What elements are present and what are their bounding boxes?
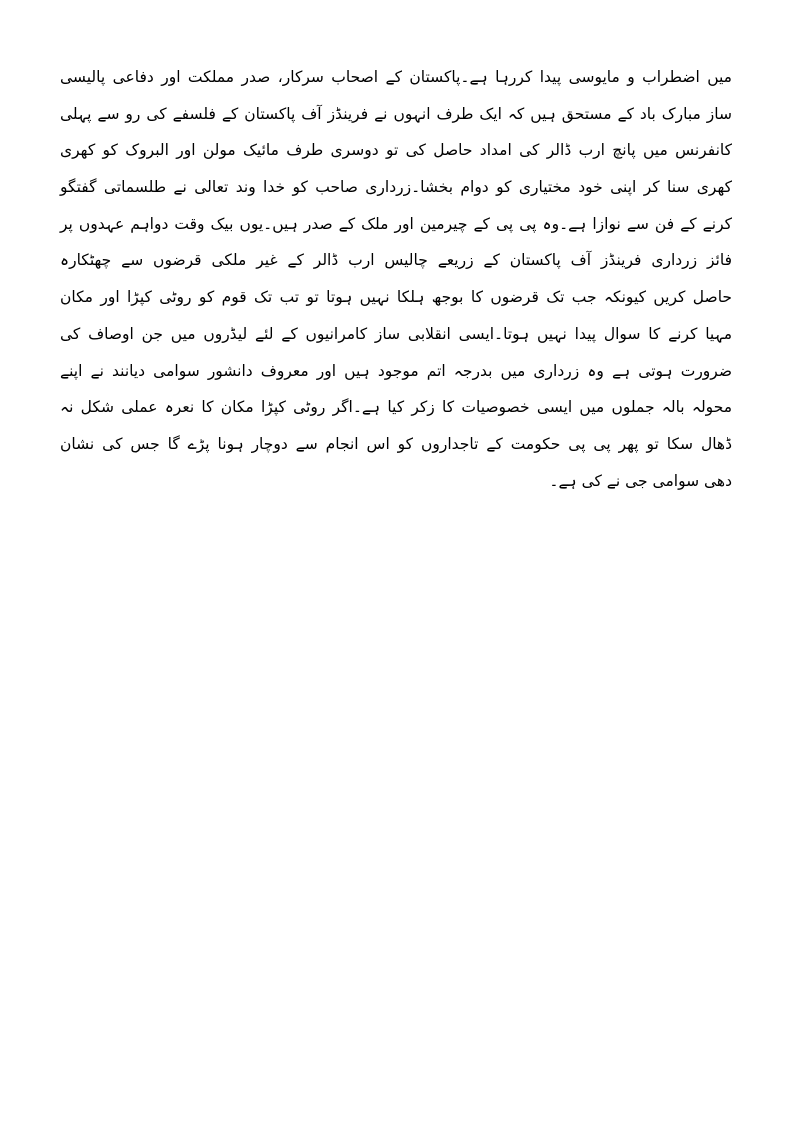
paragraph-line: ساز مبارک باد کے مستحق ہیں کہ ایک طرف انہوں نے فرینڈز آف پاکستان کے فلسفے کی رو سے پہلی [60,104,732,123]
paragraph-line: مہیا کرنے کا سوال پیدا نہیں ہوتا۔ایسی انقلابی ساز کامرانیوں کے لئے لیڈروں میں جن اوصاف کی [60,324,732,343]
paragraph-line: کرنے کے فن سے نوازا ہے۔وہ پی پی کے چیرمین اور ملک کے صدر ہیں۔یوں بیک وقت دواہم عہدوں پر [60,214,732,233]
paragraph-line: دھی سوامی جی نے کی ہے۔ [549,471,732,490]
paragraph-line: حاصل کریں کیونکہ جب تک قرضوں کا بوجھ ہلکا نہیں ہوتا تو تب تک قوم کو روٹی کپڑا اور مکان [60,288,732,307]
paragraph-line: ضرورت ہوتی ہے وہ زرداری میں بدرجہ اتم موجود ہیں اور معروف دانشور سوامی دیانند نے اپنے [60,361,732,380]
paragraph-line: کانفرنس میں پانچ ارب ڈالر کی امداد حاصل کی تو دوسری طرف مائیک مولن اور البروک کو کھری [60,141,732,160]
paragraph-line: محولہ بالہ جملوں میں ایسی خصوصیات کا زکر کیا ہے۔اگر روٹی کپڑا مکان کا نعرہ عملی شکل نہ [60,398,732,417]
paragraph-line: ڈھال سکا تو پھر پی پی حکومت کے تاجداروں کو اس انجام سے دوچار ہونا پڑے گا جس کی نشان [60,434,732,453]
paragraph-line: فائز زرداری فرینڈز آف پاکستان کے زریعے چالیس ارب ڈالر کے غیر ملکی قرضوں سے چھٹکارہ [60,251,732,270]
urdu-paragraph [60,62,732,502]
paragraph-line: میں اضطراب و مایوسی پیدا کررہا ہے۔پاکستان کے اصحاب سرکار، صدر مملکت اور دفاعی پالیسی [60,68,732,86]
paragraph-line: کھری سنا کر اپنی خود مختیاری کو دوام بخشا۔زرداری صاحب کو خدا وند تعالی نے طلسماتی گفتگو [60,178,732,197]
